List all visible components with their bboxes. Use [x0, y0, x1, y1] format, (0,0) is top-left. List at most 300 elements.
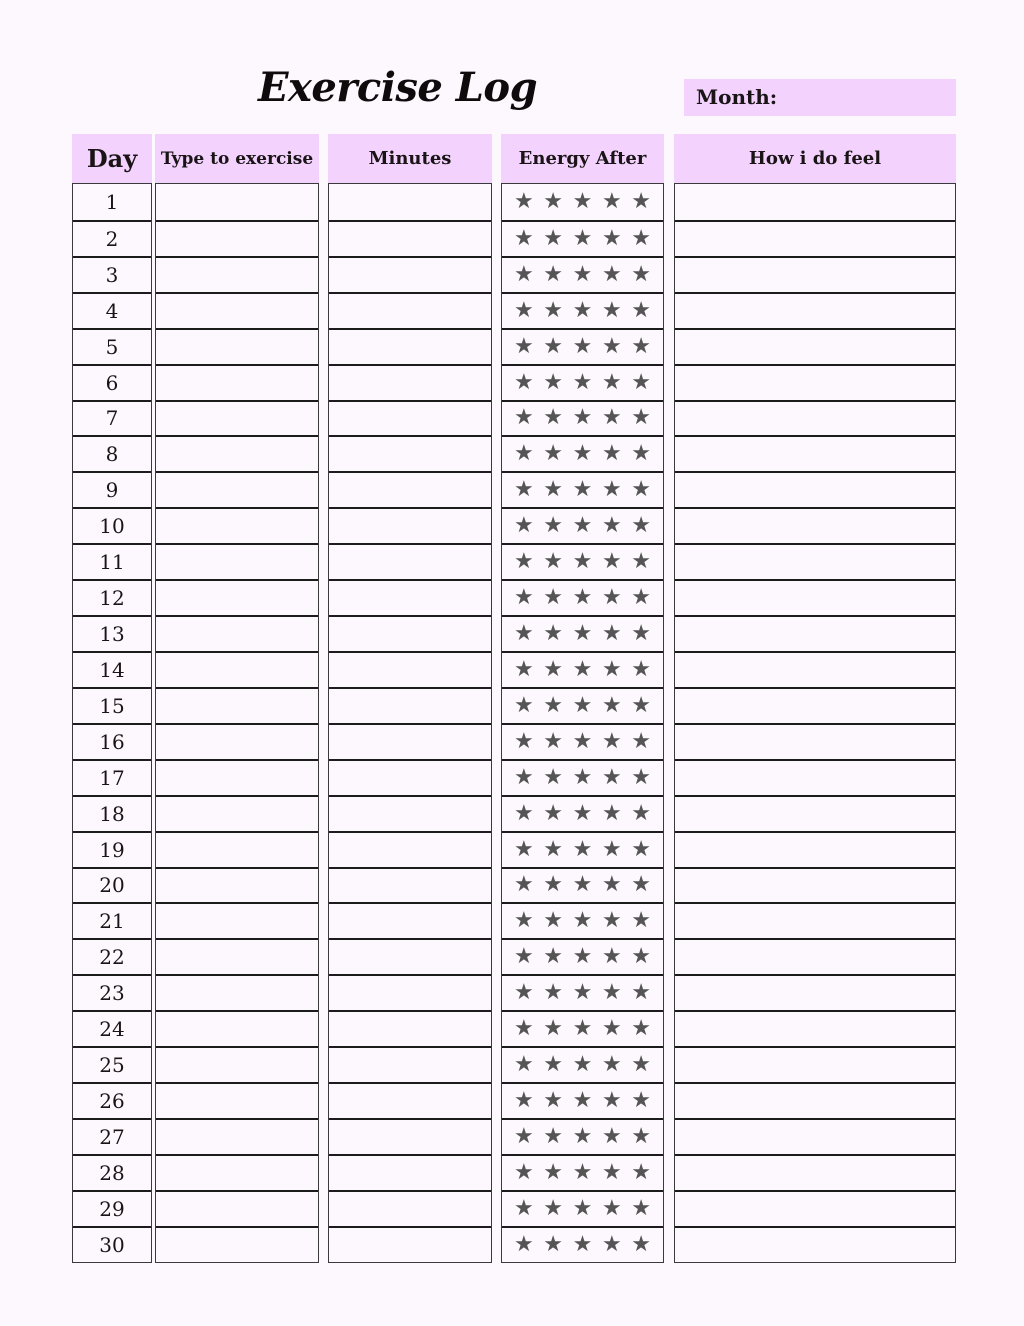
- star-icon[interactable]: ★: [572, 1088, 593, 1113]
- feel-input[interactable]: [675, 1012, 955, 1046]
- type-input[interactable]: [156, 725, 318, 759]
- star-rating[interactable]: [514, 587, 651, 609]
- star-icon[interactable]: ★: [601, 333, 622, 359]
- type-input[interactable]: [156, 222, 318, 256]
- star-icon[interactable]: ★: [513, 188, 534, 214]
- minutes-input[interactable]: [329, 294, 491, 328]
- star-icon[interactable]: ★: [513, 513, 534, 539]
- star-icon[interactable]: ★: [543, 225, 564, 251]
- star-icon[interactable]: ★: [572, 872, 593, 898]
- star-icon[interactable]: ★: [572, 585, 593, 611]
- star-icon[interactable]: ★: [572, 405, 593, 431]
- star-icon[interactable]: ★: [601, 728, 622, 754]
- minutes-input[interactable]: [329, 437, 491, 471]
- star-rating[interactable]: [514, 479, 651, 501]
- type-input[interactable]: [156, 833, 318, 867]
- feel-cell: [675, 328, 955, 364]
- star-icon[interactable]: ★: [601, 1016, 622, 1042]
- feel-input[interactable]: [675, 545, 955, 579]
- feel-input[interactable]: [675, 1048, 955, 1082]
- star-icon[interactable]: ★: [601, 1052, 622, 1078]
- feel-cell: [675, 256, 955, 292]
- day-number: 5: [73, 328, 151, 364]
- star-icon[interactable]: ★: [543, 549, 564, 575]
- star-icon[interactable]: ★: [513, 836, 534, 862]
- star-icon[interactable]: ★: [572, 369, 593, 395]
- star-rating[interactable]: [513, 225, 652, 251]
- feel-cell: [675, 1082, 955, 1118]
- star-icon[interactable]: ★: [543, 405, 564, 431]
- type-input[interactable]: [156, 330, 318, 364]
- day-number: 20: [73, 867, 151, 903]
- type-input[interactable]: [156, 1012, 318, 1046]
- type-input[interactable]: [156, 1156, 318, 1190]
- type-input[interactable]: [156, 366, 318, 400]
- minutes-cell: [329, 471, 491, 507]
- star-icon[interactable]: ★: [601, 800, 622, 826]
- star-icon[interactable]: ★: [631, 764, 652, 790]
- feel-input[interactable]: [675, 1084, 955, 1118]
- minutes-input[interactable]: [329, 833, 491, 867]
- star-icon[interactable]: ★: [513, 800, 534, 826]
- star-icon[interactable]: ★: [543, 477, 564, 503]
- star-icon[interactable]: ★: [631, 513, 652, 539]
- star-icon[interactable]: ★: [601, 944, 622, 970]
- star-icon[interactable]: ★: [543, 333, 564, 359]
- star-icon[interactable]: ★: [601, 692, 622, 718]
- day-number: 9: [73, 471, 151, 507]
- star-rating[interactable]: [513, 836, 652, 862]
- energy-rating-cell: [502, 543, 663, 579]
- feel-input[interactable]: [675, 258, 955, 292]
- star-icon[interactable]: ★: [543, 297, 564, 323]
- star-rating[interactable]: [513, 656, 652, 682]
- star-icon[interactable]: ★: [513, 585, 534, 611]
- type-input[interactable]: [156, 761, 318, 795]
- star-icon[interactable]: ★: [513, 1088, 534, 1113]
- star-icon[interactable]: ★: [572, 1195, 593, 1221]
- star-rating[interactable]: [513, 1195, 652, 1221]
- type-input[interactable]: [156, 940, 318, 974]
- feel-input[interactable]: [675, 869, 955, 903]
- star-icon[interactable]: ★: [513, 549, 534, 575]
- type-input[interactable]: [156, 976, 318, 1010]
- star-icon[interactable]: ★: [572, 441, 593, 467]
- star-rating[interactable]: [513, 369, 652, 395]
- star-icon[interactable]: ★: [513, 477, 534, 503]
- star-icon[interactable]: ★: [543, 944, 564, 970]
- type-input[interactable]: [156, 869, 318, 903]
- star-icon[interactable]: ★: [543, 1195, 564, 1221]
- day-number: 22: [73, 938, 151, 974]
- star-icon[interactable]: ★: [631, 728, 652, 754]
- energy-rating-cell: [502, 723, 663, 759]
- star-rating[interactable]: [514, 443, 651, 465]
- minutes-input[interactable]: [329, 545, 491, 579]
- star-icon[interactable]: ★: [631, 369, 652, 395]
- minutes-cell: [329, 1082, 491, 1118]
- type-input[interactable]: [156, 437, 318, 471]
- type-cell: [156, 400, 318, 436]
- minutes-input[interactable]: [329, 366, 491, 400]
- star-icon[interactable]: ★: [601, 908, 622, 934]
- star-icon[interactable]: ★: [513, 764, 534, 790]
- feel-cell: [675, 1190, 955, 1226]
- minutes-input[interactable]: [329, 402, 491, 436]
- star-rating[interactable]: [514, 1054, 651, 1076]
- star-rating[interactable]: [514, 407, 651, 429]
- feel-input[interactable]: [675, 437, 955, 471]
- minutes-input[interactable]: [329, 940, 491, 974]
- feel-input[interactable]: [675, 294, 955, 328]
- minutes-input[interactable]: [329, 1120, 491, 1154]
- star-icon[interactable]: ★: [631, 908, 652, 934]
- star-icon[interactable]: ★: [601, 477, 622, 503]
- energy-rating-cell: [502, 938, 663, 974]
- type-input[interactable]: [156, 653, 318, 687]
- feel-input[interactable]: [675, 184, 955, 220]
- star-icon[interactable]: ★: [513, 1159, 534, 1185]
- star-icon[interactable]: ★: [513, 621, 534, 647]
- star-icon[interactable]: ★: [631, 225, 652, 251]
- minutes-input[interactable]: [329, 904, 491, 938]
- star-icon[interactable]: ★: [631, 692, 652, 718]
- star-rating[interactable]: [513, 1231, 652, 1257]
- feel-input[interactable]: [675, 976, 955, 1010]
- star-icon[interactable]: ★: [601, 513, 622, 539]
- star-icon[interactable]: ★: [601, 764, 622, 790]
- type-input[interactable]: [156, 1084, 318, 1118]
- feel-input[interactable]: [675, 402, 955, 436]
- star-icon[interactable]: ★: [631, 1195, 652, 1221]
- star-icon[interactable]: ★: [543, 513, 564, 539]
- star-rating[interactable]: [513, 1159, 652, 1185]
- star-icon[interactable]: ★: [601, 225, 622, 251]
- type-input[interactable]: [156, 509, 318, 543]
- feel-input[interactable]: [675, 222, 955, 256]
- star-icon[interactable]: ★: [513, 1231, 534, 1257]
- star-icon[interactable]: ★: [631, 585, 652, 611]
- minutes-input[interactable]: [329, 1084, 491, 1118]
- star-rating[interactable]: [514, 946, 651, 968]
- star-icon[interactable]: ★: [631, 333, 652, 359]
- star-icon[interactable]: ★: [601, 585, 622, 611]
- minutes-input[interactable]: [329, 976, 491, 1010]
- star-icon[interactable]: ★: [513, 944, 534, 970]
- star-icon[interactable]: ★: [572, 944, 593, 970]
- feel-input[interactable]: [675, 330, 955, 364]
- feel-input[interactable]: [675, 797, 955, 831]
- star-icon[interactable]: ★: [631, 1052, 652, 1078]
- star-icon[interactable]: ★: [513, 1016, 534, 1042]
- star-icon[interactable]: ★: [513, 728, 534, 754]
- star-icon[interactable]: ★: [572, 225, 593, 251]
- star-icon[interactable]: ★: [513, 980, 534, 1006]
- feel-input[interactable]: [675, 761, 955, 795]
- star-icon[interactable]: ★: [572, 1052, 593, 1078]
- star-icon[interactable]: ★: [513, 225, 534, 251]
- star-icon[interactable]: ★: [631, 297, 652, 323]
- star-icon[interactable]: ★: [601, 656, 622, 682]
- header-energy: Energy After: [501, 134, 664, 183]
- star-icon[interactable]: ★: [631, 441, 652, 467]
- star-rating[interactable]: [514, 874, 651, 896]
- minutes-input[interactable]: [329, 184, 491, 220]
- feel-input[interactable]: [675, 725, 955, 759]
- star-icon[interactable]: ★: [631, 1123, 652, 1149]
- minutes-input[interactable]: [329, 581, 491, 615]
- minutes-input[interactable]: [329, 797, 491, 831]
- star-icon[interactable]: ★: [572, 621, 593, 647]
- star-icon[interactable]: ★: [572, 656, 593, 682]
- star-icon[interactable]: ★: [543, 1052, 564, 1078]
- type-input[interactable]: [156, 1048, 318, 1082]
- minutes-input[interactable]: [329, 869, 491, 903]
- feel-input[interactable]: [675, 509, 955, 543]
- star-icon[interactable]: ★: [631, 1088, 652, 1113]
- star-icon[interactable]: ★: [572, 333, 593, 359]
- minutes-input[interactable]: [329, 1048, 491, 1082]
- star-icon[interactable]: ★: [601, 1195, 622, 1221]
- star-icon[interactable]: ★: [513, 692, 534, 718]
- star-icon[interactable]: ★: [543, 621, 564, 647]
- star-icon[interactable]: ★: [513, 297, 534, 323]
- minutes-input[interactable]: [329, 1192, 491, 1226]
- minutes-input[interactable]: [329, 761, 491, 795]
- star-icon[interactable]: ★: [601, 836, 622, 862]
- star-icon[interactable]: ★: [543, 836, 564, 862]
- star-icon[interactable]: ★: [601, 405, 622, 431]
- type-input[interactable]: [156, 258, 318, 292]
- star-icon[interactable]: ★: [513, 1195, 534, 1221]
- type-input[interactable]: [156, 581, 318, 615]
- star-icon[interactable]: ★: [513, 405, 534, 431]
- month-input[interactable]: [784, 83, 948, 113]
- minutes-cells: [328, 183, 492, 1263]
- star-icon[interactable]: ★: [601, 1159, 622, 1185]
- star-icon[interactable]: ★: [543, 261, 564, 287]
- feel-input[interactable]: [675, 1120, 955, 1154]
- star-icon[interactable]: ★: [601, 1123, 622, 1149]
- star-icon[interactable]: ★: [572, 1016, 593, 1042]
- star-rating[interactable]: [514, 1018, 651, 1040]
- star-icon[interactable]: ★: [513, 1123, 534, 1149]
- minutes-input[interactable]: [329, 330, 491, 364]
- feel-input[interactable]: [675, 833, 955, 867]
- star-icon[interactable]: ★: [543, 656, 564, 682]
- star-icon[interactable]: ★: [543, 1088, 564, 1113]
- type-cell: [156, 867, 318, 903]
- star-icon[interactable]: ★: [543, 1123, 564, 1149]
- star-icon[interactable]: ★: [631, 477, 652, 503]
- star-rating[interactable]: [513, 297, 652, 323]
- type-input[interactable]: [156, 294, 318, 328]
- star-rating[interactable]: [513, 692, 652, 718]
- star-icon[interactable]: ★: [572, 800, 593, 826]
- minutes-input[interactable]: [329, 725, 491, 759]
- star-rating[interactable]: [514, 982, 651, 1004]
- star-icon[interactable]: ★: [543, 872, 564, 898]
- feel-input[interactable]: [675, 1156, 955, 1190]
- feel-input[interactable]: [675, 1192, 955, 1226]
- minutes-input[interactable]: [329, 258, 491, 292]
- type-input[interactable]: [156, 689, 318, 723]
- star-rating[interactable]: [513, 333, 652, 359]
- star-icon[interactable]: ★: [601, 369, 622, 395]
- feel-input[interactable]: [675, 904, 955, 938]
- star-icon[interactable]: ★: [631, 836, 652, 862]
- star-icon[interactable]: ★: [631, 980, 652, 1006]
- star-icon[interactable]: ★: [543, 585, 564, 611]
- day-number: 16: [73, 723, 151, 759]
- minutes-input[interactable]: [329, 1012, 491, 1046]
- type-input[interactable]: [156, 402, 318, 436]
- energy-rating-cell: [502, 1154, 663, 1190]
- star-icon[interactable]: ★: [543, 728, 564, 754]
- minutes-cell: [329, 1118, 491, 1154]
- star-icon[interactable]: ★: [543, 1231, 564, 1257]
- feel-cell: [675, 184, 955, 220]
- minutes-cell: [329, 1226, 491, 1262]
- star-icon[interactable]: ★: [572, 764, 593, 790]
- minutes-cell: [329, 543, 491, 579]
- day-number: 13: [73, 615, 151, 651]
- star-icon[interactable]: ★: [513, 1052, 534, 1078]
- star-icon[interactable]: ★: [513, 872, 534, 898]
- star-icon[interactable]: ★: [572, 1159, 593, 1185]
- star-icon[interactable]: ★: [572, 549, 593, 575]
- star-icon[interactable]: ★: [513, 908, 534, 934]
- star-icon[interactable]: ★: [572, 908, 593, 934]
- type-input[interactable]: [156, 1120, 318, 1154]
- minutes-input[interactable]: [329, 1156, 491, 1190]
- feel-input[interactable]: [675, 689, 955, 723]
- star-icon[interactable]: ★: [631, 1231, 652, 1257]
- minutes-input[interactable]: [329, 509, 491, 543]
- star-rating[interactable]: [514, 623, 651, 645]
- star-icon[interactable]: ★: [601, 549, 622, 575]
- star-icon[interactable]: ★: [631, 621, 652, 647]
- star-icon[interactable]: ★: [543, 188, 564, 214]
- type-input[interactable]: [156, 904, 318, 938]
- star-icon[interactable]: ★: [601, 1231, 622, 1257]
- type-input[interactable]: [156, 797, 318, 831]
- feel-cell: [675, 831, 955, 867]
- star-icon[interactable]: ★: [513, 441, 534, 467]
- minutes-input[interactable]: [329, 653, 491, 687]
- star-icon[interactable]: ★: [572, 261, 593, 287]
- feel-input[interactable]: [675, 940, 955, 974]
- star-icon[interactable]: ★: [572, 297, 593, 323]
- star-icon[interactable]: ★: [572, 513, 593, 539]
- feel-input[interactable]: [675, 653, 955, 687]
- minutes-input[interactable]: [329, 1228, 491, 1262]
- star-icon[interactable]: ★: [572, 188, 593, 214]
- star-rating[interactable]: [513, 764, 652, 790]
- star-icon[interactable]: ★: [631, 549, 652, 575]
- type-input[interactable]: [156, 617, 318, 651]
- type-input[interactable]: [156, 1228, 318, 1262]
- feel-input[interactable]: [675, 581, 955, 615]
- star-icon[interactable]: ★: [572, 477, 593, 503]
- star-icon[interactable]: ★: [631, 944, 652, 970]
- star-icon[interactable]: ★: [572, 1231, 593, 1257]
- star-rating[interactable]: [513, 188, 652, 214]
- star-rating[interactable]: [514, 1090, 651, 1112]
- star-rating[interactable]: [514, 551, 651, 573]
- feel-cell: [675, 1154, 955, 1190]
- star-icon[interactable]: ★: [572, 980, 593, 1006]
- type-cell: [156, 1010, 318, 1046]
- star-icon[interactable]: ★: [572, 1123, 593, 1149]
- star-icon[interactable]: ★: [631, 405, 652, 431]
- star-icon[interactable]: ★: [543, 692, 564, 718]
- star-icon[interactable]: ★: [572, 692, 593, 718]
- star-icon[interactable]: ★: [631, 261, 652, 287]
- feel-input[interactable]: [675, 617, 955, 651]
- star-icon[interactable]: ★: [543, 908, 564, 934]
- type-input[interactable]: [156, 184, 318, 220]
- feel-input[interactable]: [675, 473, 955, 507]
- star-icon[interactable]: ★: [601, 441, 622, 467]
- star-icon[interactable]: ★: [631, 1016, 652, 1042]
- star-icon[interactable]: ★: [543, 1159, 564, 1185]
- minutes-input[interactable]: [329, 617, 491, 651]
- star-rating[interactable]: [513, 1123, 652, 1149]
- star-rating[interactable]: [514, 515, 651, 537]
- star-rating[interactable]: [513, 261, 652, 287]
- star-icon[interactable]: ★: [543, 441, 564, 467]
- type-input[interactable]: [156, 1192, 318, 1226]
- star-icon[interactable]: ★: [572, 836, 593, 862]
- type-input[interactable]: [156, 473, 318, 507]
- type-input[interactable]: [156, 545, 318, 579]
- star-icon[interactable]: ★: [631, 1159, 652, 1185]
- day-number: 6: [73, 364, 151, 400]
- star-icon[interactable]: ★: [601, 261, 622, 287]
- star-icon[interactable]: ★: [572, 728, 593, 754]
- star-icon[interactable]: ★: [543, 369, 564, 395]
- star-icon[interactable]: ★: [601, 188, 622, 214]
- star-icon[interactable]: ★: [543, 980, 564, 1006]
- star-rating[interactable]: [513, 728, 652, 754]
- star-icon[interactable]: ★: [631, 872, 652, 898]
- minutes-input[interactable]: [329, 222, 491, 256]
- star-icon[interactable]: ★: [513, 369, 534, 395]
- star-icon[interactable]: ★: [601, 872, 622, 898]
- star-rating[interactable]: [514, 910, 651, 932]
- day-number: 10: [73, 507, 151, 543]
- feel-input[interactable]: [675, 1228, 955, 1262]
- star-icon[interactable]: ★: [543, 764, 564, 790]
- star-icon[interactable]: ★: [631, 656, 652, 682]
- star-icon[interactable]: ★: [601, 297, 622, 323]
- minutes-input[interactable]: [329, 473, 491, 507]
- star-icon[interactable]: ★: [513, 261, 534, 287]
- star-icon[interactable]: ★: [601, 1088, 622, 1113]
- star-icon[interactable]: ★: [513, 333, 534, 359]
- star-icon[interactable]: ★: [513, 656, 534, 682]
- minutes-input[interactable]: [329, 689, 491, 723]
- star-icon[interactable]: ★: [631, 188, 652, 214]
- star-rating[interactable]: [513, 800, 652, 826]
- star-icon[interactable]: ★: [601, 621, 622, 647]
- star-icon[interactable]: ★: [601, 980, 622, 1006]
- star-icon[interactable]: ★: [543, 800, 564, 826]
- star-icon[interactable]: ★: [543, 1016, 564, 1042]
- feel-input[interactable]: [675, 366, 955, 400]
- star-icon[interactable]: ★: [631, 800, 652, 826]
